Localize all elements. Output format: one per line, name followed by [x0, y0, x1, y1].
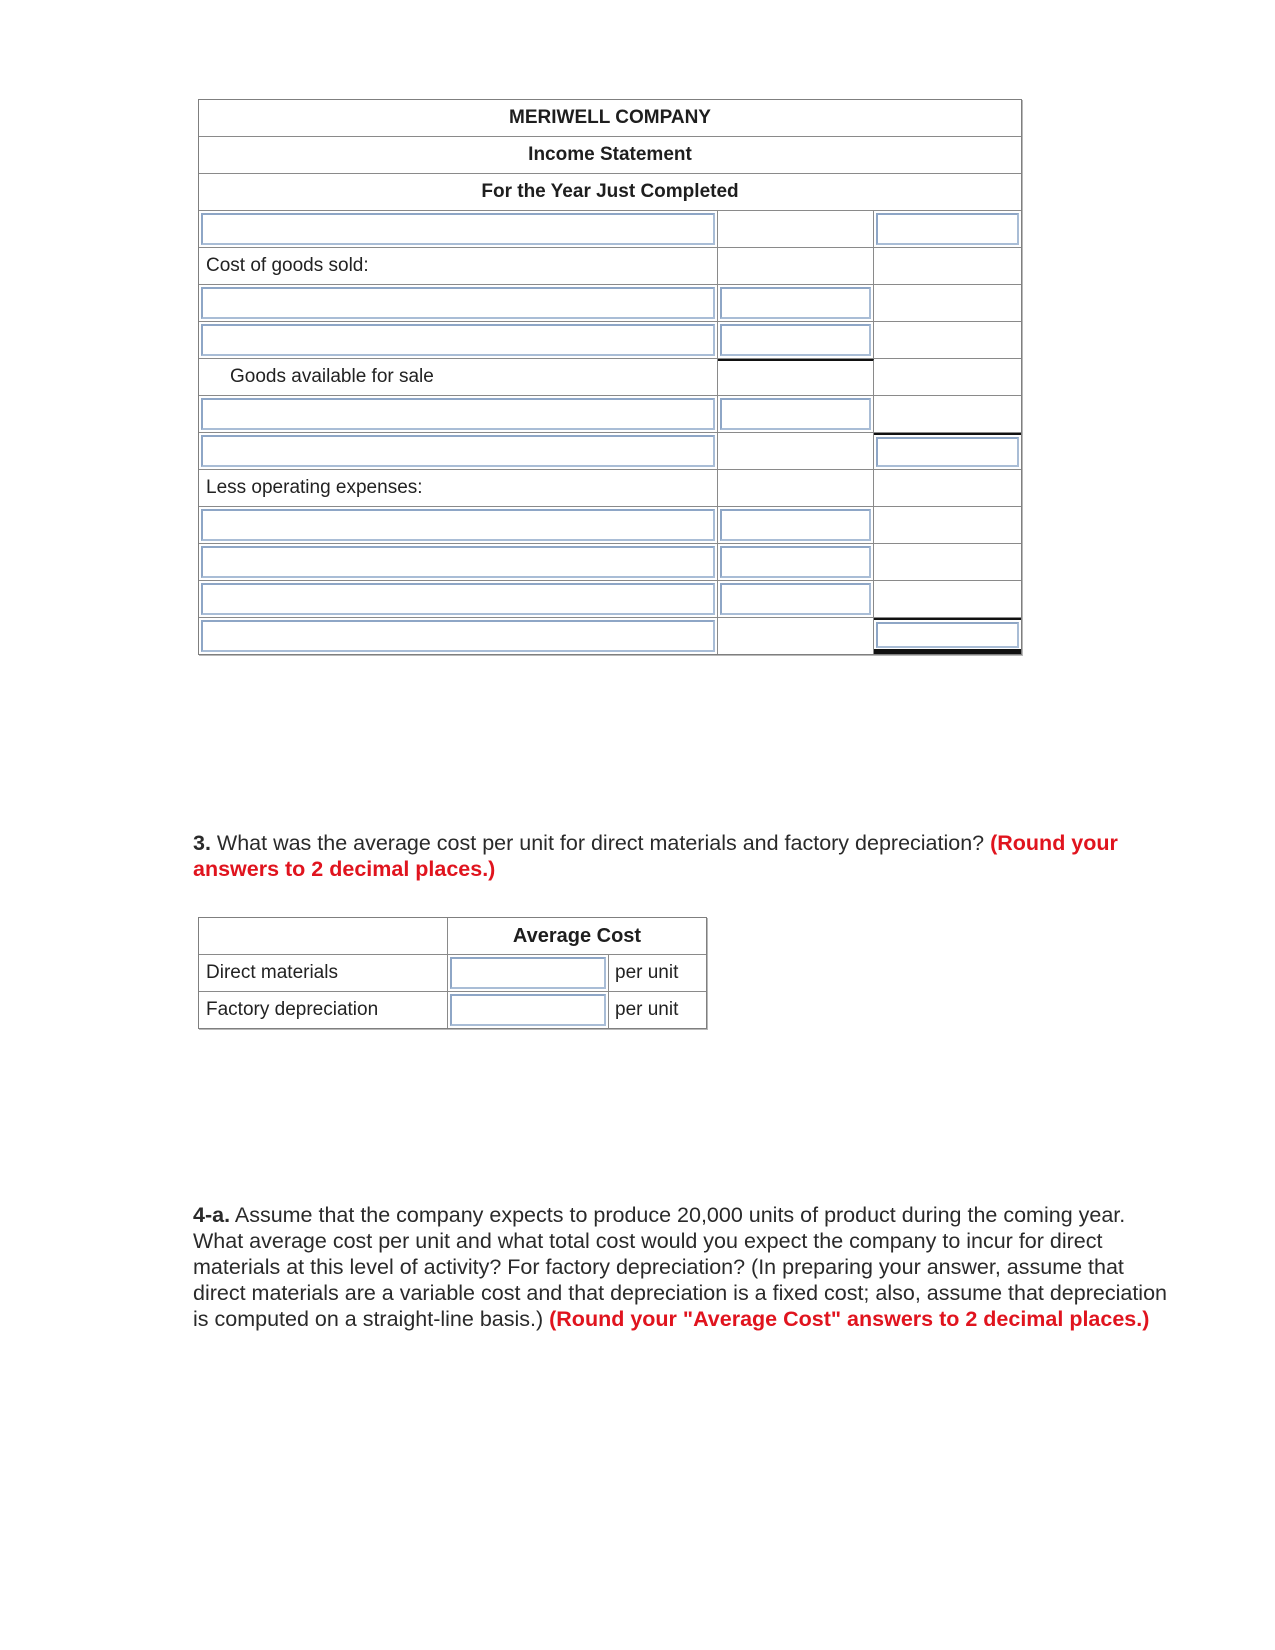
factory-depreciation-avg-cost-input[interactable]	[450, 994, 606, 1026]
row-11-amount-input[interactable]	[720, 583, 871, 615]
table-row	[199, 285, 1021, 322]
goods-available-label: Goods available for sale	[230, 366, 434, 387]
table-row	[199, 992, 706, 1028]
row-9-label-input[interactable]	[201, 509, 715, 541]
row-11-label-input[interactable]	[201, 583, 715, 615]
row-10-label-input[interactable]	[201, 546, 715, 578]
row-1-label-input[interactable]	[201, 213, 715, 245]
row-6-label-input[interactable]	[201, 398, 715, 430]
row-7-total-input[interactable]	[876, 437, 1019, 467]
table-row	[199, 322, 1021, 359]
table-row	[199, 359, 1021, 396]
question-4a-rounding-note: (Round your "Average Cost" answers to 2 decimal places.)	[549, 1307, 1150, 1331]
row-9-amount-input[interactable]	[720, 509, 871, 541]
statement-title: Income Statement	[199, 137, 1021, 174]
income-statement-table	[198, 99, 1022, 655]
row-3-label-input[interactable]	[201, 287, 715, 319]
table-row	[199, 581, 1021, 618]
table-row	[199, 470, 1021, 507]
question-3-rounding-note: (Round your answers to 2 decimal places.)	[193, 831, 1118, 881]
direct-materials-unit: per unit	[615, 962, 679, 983]
row-12-label-input[interactable]	[201, 620, 715, 652]
row-10-amount-input[interactable]	[720, 546, 871, 578]
average-cost-header: Average Cost	[512, 925, 642, 947]
factory-depreciation-unit: per unit	[615, 999, 679, 1020]
question-4a-text: Assume that the company expects to produce 20,000 units of product during the coming year. What average cost per unit and what total cost would you expect the company to incur for direct materials at this level of activity? For factory depreciation? (In preparing your answer, assume that direct materials are a variable cost and that depreciation is a fixed cost; also, assume that depreciation is computed on a straight-line basis.)	[193, 1203, 1167, 1331]
direct-materials-avg-cost-input[interactable]	[450, 957, 606, 989]
question-3-text: What was the average cost per unit for direct materials and factory depreciation?	[210, 831, 991, 855]
statement-period: For the Year Just Completed	[199, 174, 1021, 211]
table-row	[199, 396, 1021, 433]
average-cost-table	[198, 917, 707, 1029]
question-3-number: 3.	[193, 831, 211, 855]
table-row	[199, 433, 1021, 470]
row-4-amount-input[interactable]	[720, 324, 871, 356]
factory-depreciation-label: Factory depreciation	[206, 999, 379, 1020]
question-4a-number: 4-a.	[193, 1203, 231, 1227]
row-7-label-input[interactable]	[201, 435, 715, 467]
table-row	[199, 618, 1021, 654]
row-1-total-input[interactable]	[876, 213, 1019, 245]
table-row	[199, 248, 1021, 285]
table-row	[199, 507, 1021, 544]
goods-available-amount	[718, 359, 874, 395]
table-row	[199, 544, 1021, 581]
table-header-row	[199, 918, 706, 955]
cost-of-goods-sold-label: Cost of goods sold:	[206, 255, 369, 276]
question-4a	[193, 1202, 1178, 1332]
table-row	[199, 211, 1021, 248]
less-operating-expenses-label: Less operating expenses:	[206, 477, 423, 498]
row-12-total-input[interactable]	[876, 622, 1019, 648]
direct-materials-label: Direct materials	[206, 962, 338, 983]
row-3-amount-input[interactable]	[720, 287, 871, 319]
question-3	[193, 830, 1178, 882]
company-name: MERIWELL COMPANY	[199, 100, 1021, 137]
table-row	[199, 955, 706, 992]
row-4-label-input[interactable]	[201, 324, 715, 356]
row-6-amount-input[interactable]	[720, 398, 871, 430]
